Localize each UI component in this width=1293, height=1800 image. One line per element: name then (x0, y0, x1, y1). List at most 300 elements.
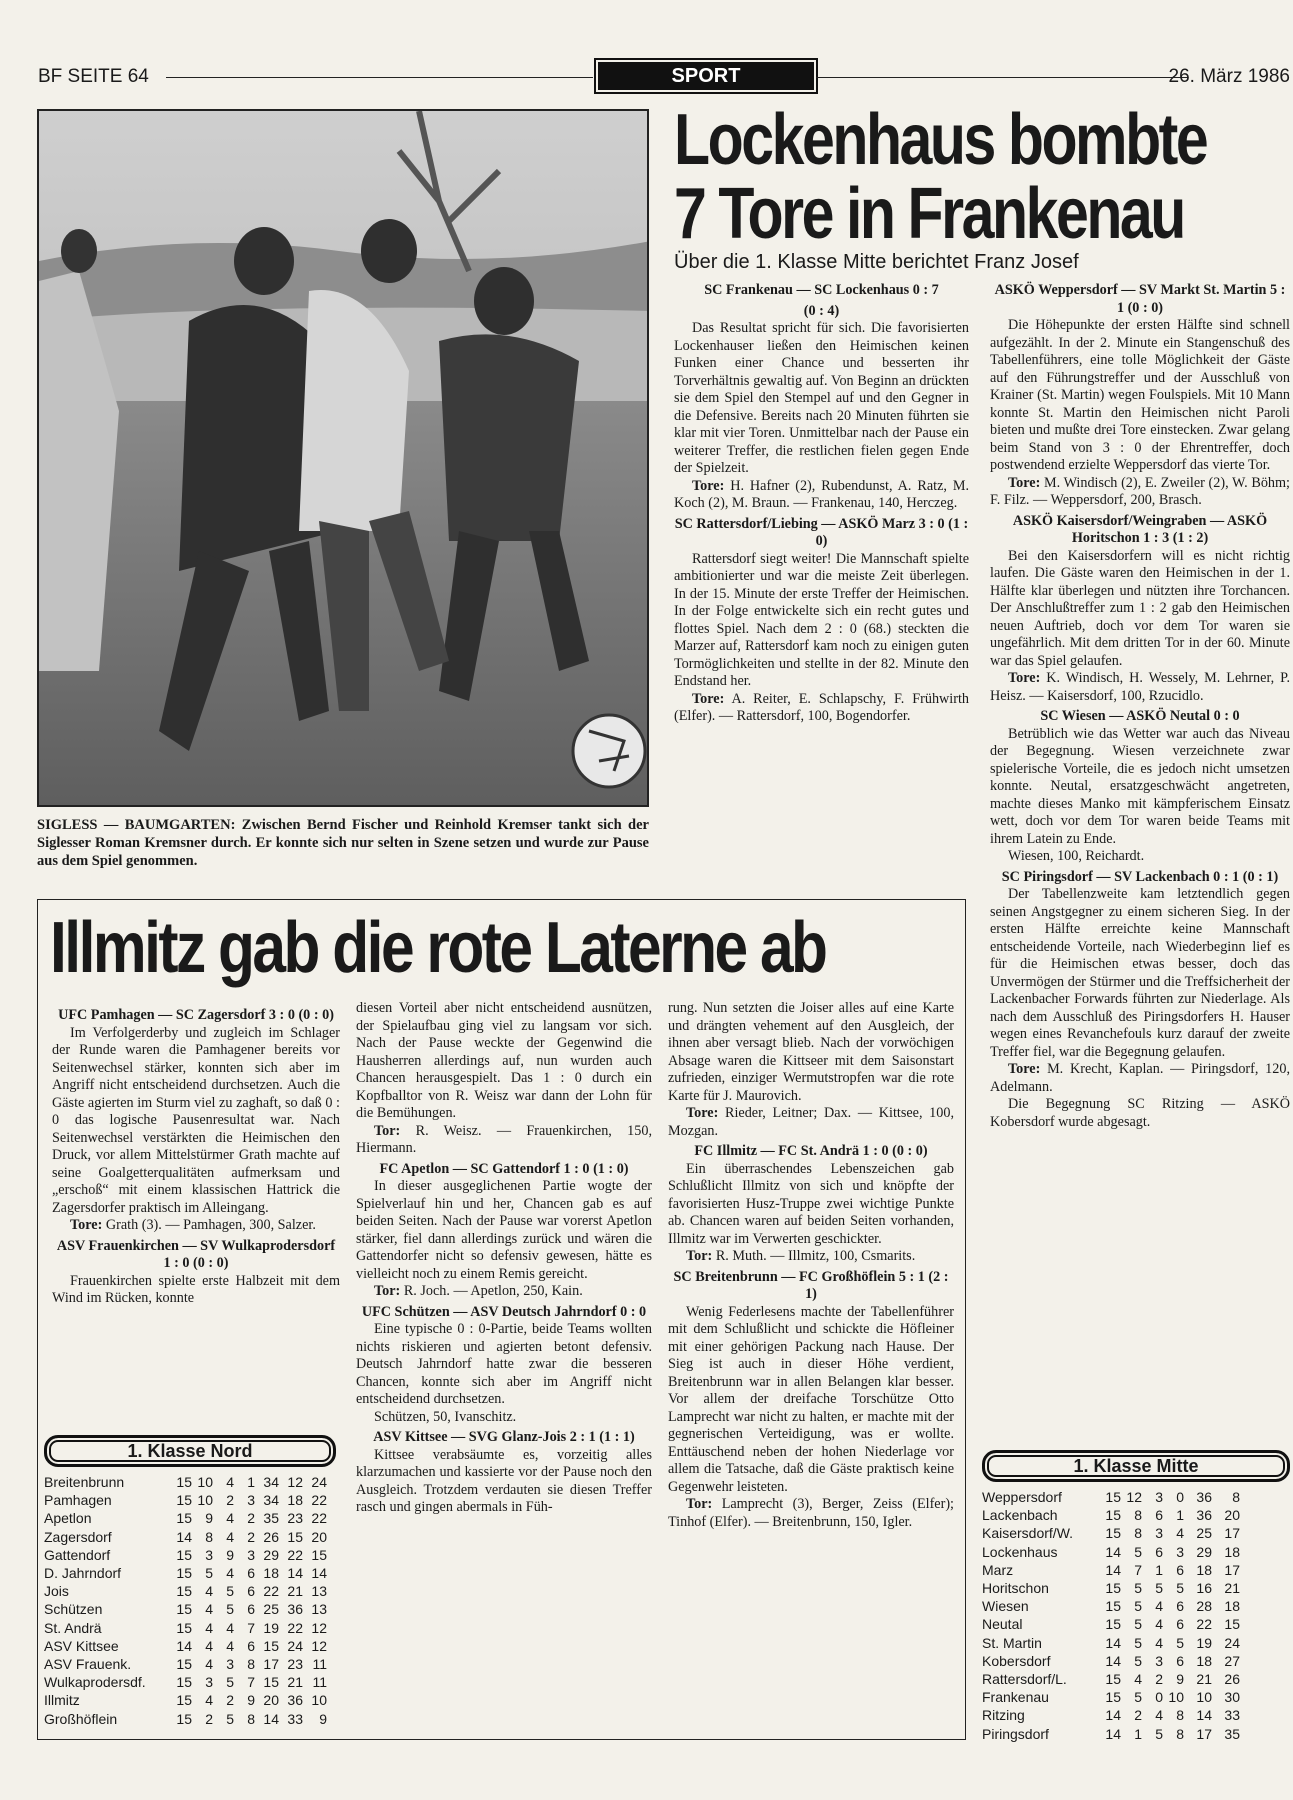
table-cell: 8 (247, 1710, 255, 1727)
table-cell: 5 (226, 1601, 234, 1618)
rule-right (816, 77, 1188, 78)
article-paragraph: Ein überraschendes Lebenszeichen gab Schlußlicht Illmitz von sich und knöpfte der favorisierten Husz-Truppe zwei wichtige Punkte ab. Chancen waren auf beiden Seiten vorhanden, Illmitz war im Verwerten geschickter. (668, 1160, 954, 1247)
scorers-text: M. Windisch (2), E. Zweiler (2), W. Böhm; F. Filz. — Weppersdorf, 200, Brasch. (990, 474, 1290, 508)
table-cell: 4 (226, 1510, 234, 1527)
scorers-label: Tor: (374, 1283, 401, 1299)
match-heading: UFC Pamhagen — SC Zagersdorf 3 : 0 (0 : 0) (58, 1007, 334, 1023)
standings-table-nord (44, 1435, 336, 1728)
team-name: Breitenbrunn (44, 1474, 125, 1490)
article1-column-1 (674, 279, 969, 726)
table-row (982, 1597, 1290, 1615)
table-cell: 6 (1176, 1652, 1184, 1669)
table-cell: 24 (311, 1474, 327, 1490)
table-cell: 19 (263, 1619, 279, 1636)
table-cell: 5 (1155, 1725, 1163, 1742)
scorers-label: Tore: (692, 690, 725, 707)
table-cell: 12 (287, 1474, 303, 1490)
table-cell: 15 (263, 1637, 279, 1654)
table-row (44, 1673, 336, 1691)
table-row (982, 1688, 1290, 1706)
table-cell: 4 (205, 1656, 213, 1673)
table-cell: 15 (1105, 1507, 1121, 1524)
table-cell: 8 (205, 1528, 213, 1545)
table-cell: 14 (263, 1710, 279, 1727)
table-cell: 22 (1196, 1616, 1212, 1633)
team-name: Illmitz (44, 1692, 80, 1709)
table-cell: 15 (176, 1492, 192, 1509)
table-cell: 15 (176, 1674, 192, 1691)
table-row (44, 1691, 336, 1709)
table-cell: 2 (247, 1510, 255, 1527)
scorers-line (52, 1217, 340, 1235)
table-cell: 15 (1105, 1489, 1121, 1505)
table-cell: 14 (176, 1528, 192, 1545)
table-cell: 17 (263, 1656, 279, 1673)
table-cell: 6 (247, 1601, 255, 1618)
team-name: Jois (44, 1583, 69, 1600)
table-row (982, 1706, 1290, 1724)
scorers-line (356, 1123, 652, 1158)
table-cell: 17 (1224, 1561, 1240, 1578)
table-cell: 18 (263, 1565, 279, 1582)
table-cell: 17 (1224, 1525, 1240, 1542)
table-cell: 0 (1155, 1689, 1163, 1706)
table-cell: 4 (1155, 1598, 1163, 1615)
table-cell: 4 (205, 1583, 213, 1600)
team-name: Lackenbach (982, 1507, 1058, 1524)
table-cell: 5 (205, 1565, 213, 1582)
table-cell: 21 (287, 1583, 303, 1600)
table-cell: 22 (311, 1510, 327, 1527)
team-name: Kaisersdorf/W. (982, 1525, 1074, 1542)
table-cell: 20 (311, 1528, 327, 1545)
table-cell: 14 (1105, 1725, 1121, 1742)
photo-caption: SIGLESS — BAUMGARTEN: Zwischen Bernd Fischer und Reinhold Kremser tankt sich der Siglesser Roman Kremsner durch. Er konnte sich nur selten in Szene setzen und wurde zur Pause aus dem Spiel genommen. (37, 817, 649, 869)
table-cell: 21 (287, 1674, 303, 1691)
table-cell: 26 (1224, 1671, 1240, 1688)
match-heading: FC Illmitz — FC St. Andrä 1 : 0 (0 : 0) (694, 1143, 928, 1159)
article1-column-2 (990, 279, 1290, 1131)
table-cell: 22 (311, 1492, 327, 1509)
article-subhead: Über die 1. Klasse Mitte berichtet Franz Josef (674, 251, 1079, 273)
table-cell: 7 (247, 1674, 255, 1691)
headline-illmitz: Illmitz gab die rote Laterne ab (50, 908, 826, 988)
table-row (982, 1615, 1290, 1633)
table-cell: 2 (226, 1692, 234, 1709)
table-cell: 5 (1176, 1580, 1184, 1597)
match-heading: SC Piringsdorf — SV Lackenbach 0 : 1 (0 : 1) (1001, 868, 1279, 885)
team-name: Lockenhaus (982, 1543, 1058, 1560)
match-heading: (0 : 4) (803, 302, 840, 319)
team-name: Weppersdorf (982, 1489, 1062, 1505)
table-row (44, 1710, 336, 1728)
scorers-text: A. Reiter, E. Schlapschy, F. Frühwirth (Elfer). — Rattersdorf, 100, Bogendorfer. (674, 690, 969, 724)
table-cell: 28 (1196, 1598, 1212, 1615)
table-cell: 4 (1134, 1671, 1142, 1688)
table-cell: 14 (1105, 1561, 1121, 1578)
table-cell: 20 (1224, 1507, 1240, 1524)
table-cell: 5 (1134, 1543, 1142, 1560)
match-heading: ASV Kittsee — SVG Glanz-Jois 2 : 1 (1 : 1) (373, 1429, 635, 1445)
table-cell: 18 (287, 1492, 303, 1509)
table-cell: 14 (1105, 1652, 1121, 1669)
table-row (44, 1546, 336, 1564)
table-cell: 22 (287, 1546, 303, 1563)
table-row (982, 1506, 1290, 1524)
article-paragraph: In dieser ausgeglichenen Partie wogte der Spielverlauf hin und her, Chancen gab es auf beiden Seiten. Nach der Pause war vorerst Apetlon stärker, fiel dann allerdings zurück und wären die Gattendorfer nicht so defensiv gewesen, hätte es vielleicht noch zu einem Remis gereicht. (356, 1178, 652, 1282)
table-cell: 18 (1224, 1598, 1240, 1615)
team-name: Gattendorf (44, 1546, 111, 1563)
table-row (44, 1528, 336, 1546)
table-cell: 36 (287, 1692, 303, 1709)
table-cell: 14 (176, 1637, 192, 1654)
table-cell: 1 (1176, 1507, 1184, 1524)
team-name: Wiesen (982, 1598, 1029, 1615)
team-name: Schützen (44, 1601, 103, 1618)
table-cell: 5 (226, 1674, 234, 1691)
team-name: Frankenau (982, 1689, 1049, 1706)
table-row (982, 1670, 1290, 1688)
table-cell: 17 (1196, 1725, 1212, 1742)
table-row (982, 1725, 1290, 1743)
table-cell: 4 (226, 1619, 234, 1636)
table-cell: 35 (263, 1510, 279, 1527)
table-cell: 33 (287, 1710, 303, 1727)
team-name: Zagersdorf (44, 1528, 112, 1545)
section-label: SPORT (598, 62, 814, 90)
table-cell: 8 (1232, 1489, 1240, 1505)
table-cell: 24 (287, 1637, 303, 1654)
table-cell: 6 (247, 1637, 255, 1654)
table-cell: 10 (1196, 1689, 1212, 1706)
table-cell: 12 (311, 1637, 327, 1654)
article-paragraph: Kittsee verabsäumte es, vorzeitig alles klarzumachen und kassierte vor der Pause noch den Ausgleich. Trotzdem verdauten sie diesen Treffer rasch und gingen abermals in Füh- (356, 1446, 652, 1515)
match-heading: SC Breitenbrunn — FC Großhöflein 5 : 1 (2 : 1) (673, 1268, 949, 1302)
team-name: ASV Frauenk. (44, 1656, 132, 1673)
table-cell: 33 (1224, 1707, 1240, 1724)
table-cell: 14 (1196, 1707, 1212, 1724)
scorers-label: Tor: (686, 1496, 713, 1512)
table-cell: 1 (247, 1474, 255, 1490)
team-name: Horitschon (982, 1580, 1049, 1597)
table-cell: 9 (1176, 1671, 1184, 1688)
article-paragraph: Im Verfolgerderby und zugleich im Schlager der Runde waren die Pamhagener bereits vor Seitenwechsel stärker, konnten sich aber im Angriff nicht entscheidend durchsetzen. Auch die Gäste agierten im Sturm viel zu zaghaft, so daß 0 : 0 das logische Pausenresultat war. Nach Seitenwechsel verstärkten die Heimischen den Druck, vor allem Mittelstürmer Grath machte auf seine Goalgetterqualitäten aufmerksam und „erschoß“ mit einem klassischen Hattrick die Zagersdorfer praktisch im Alleingang. (52, 1024, 340, 1216)
article-paragraph: Bei den Kaisersdorfern will es nicht richtig laufen. Die Gäste waren den Heimischen in der 1. Hälfte klar überlegen und nützten ihre Torchancen. Der Anschlußtreffer zum 1 : 2 gab den Heimischen neuen Auftrieb, doch vor dem Tor waren sie ungefährlich. Mit dem dritten Tor in der 60. Minute war das Spiel gelaufen. (990, 547, 1290, 669)
team-name: Pamhagen (44, 1492, 112, 1509)
table-cell: 5 (1155, 1580, 1163, 1597)
article-paragraph: Frauenkirchen spielte erste Halbzeit mit dem Wind im Rücken, konnte (52, 1272, 340, 1306)
table-cell: 2 (205, 1710, 213, 1727)
table-row (44, 1491, 336, 1509)
table-cell: 29 (1196, 1543, 1212, 1560)
scorers-label: Tore: (686, 1105, 719, 1121)
article-paragraph: Der Tabellenzweite kam letztendlich gegen seinen Angstgegner zu einem sicheren Sieg. In der ersten Hälfte erreichte keine Mannschaft entscheidende Vorteile, nach Wiederbeginn lief es für die Heimischen etwas besser, doch das Unvermögen der Stürmer und die Treffsicherheit der Lackenbacher Forwards führten zur Niederlage. Als nach dem Ausschluß des Piringsdorfers H. Hauser wegen eines Revanchefouls kurz darauf der zweite Treffer fiel, war die Begegnung gelaufen. (990, 886, 1290, 1060)
football-photo-illustration (39, 111, 649, 807)
article-paragraph: Wenig Federlesens machte der Tabellenführer mit dem Schlußlicht und schickte die Höfleiner mit einer gehörigen Packung nach Hause. Der Sieg ist auch in dieser Höhe verdient, Breitenbrunn war in allen Belangen klar besser. Vor allem der dreifache Torschütze Otto Lamprecht war nicht zu halten, er machte mit der gegnerischen Verteidigung, was er wollte. Enttäuschend neben der hohen Niederlage vor allem die Tatsache, daß die Gäste praktisch keine Gegenwehr leisteten. (668, 1303, 954, 1495)
table-cell: 2 (1155, 1671, 1163, 1688)
table-cell: 14 (287, 1565, 303, 1582)
table-cell: 30 (1224, 1689, 1240, 1706)
page-number: BF SEITE 64 (38, 66, 149, 87)
team-name: Marz (982, 1561, 1014, 1578)
table-cell: 9 (319, 1710, 327, 1727)
table-cell: 3 (205, 1546, 213, 1563)
table-cell: 4 (1176, 1525, 1184, 1542)
table-cell: 4 (205, 1637, 213, 1654)
team-name: Kobersdorf (982, 1652, 1051, 1669)
table-cell: 15 (263, 1674, 279, 1691)
table-cell: 3 (1155, 1525, 1163, 1542)
match-heading: SC Wiesen — ASKÖ Neutal 0 : 0 (1040, 708, 1240, 724)
table-cell: 10 (197, 1474, 213, 1490)
article2-column-1 (52, 1004, 340, 1308)
scorers-label: Tore: (1008, 1061, 1041, 1077)
table-cell: 6 (1155, 1507, 1163, 1524)
table-cell: 5 (1134, 1598, 1142, 1615)
table-cell: 3 (226, 1656, 234, 1673)
match-heading: FC Apetlon — SC Gattendorf 1 : 0 (1 : 0) (379, 1160, 629, 1177)
table-row (982, 1579, 1290, 1597)
table-cell: 15 (176, 1546, 192, 1563)
table-cell: 22 (287, 1619, 303, 1636)
table-cell: 36 (1196, 1489, 1212, 1505)
team-name: Ritzing (982, 1707, 1025, 1724)
table-cell: 15 (176, 1710, 192, 1727)
table-cell: 3 (205, 1674, 213, 1691)
scorers-line (990, 670, 1290, 705)
table-cell: 4 (205, 1619, 213, 1636)
table-cell: 14 (311, 1565, 327, 1582)
team-name: St. Martin (982, 1634, 1042, 1651)
article-paragraph: Rattersdorf siegt weiter! Die Mannschaft spielte ambitionierter und war die meiste Zeit überlegen. In der 15. Minute der erste Treffer der Heimischen. In der Folge entwickelte sich ein recht gutes und flottes Spiel. Nach dem 2 : 0 (68.) steckten die Marzer auf, Rattersdorf kam noch zu einigen guten Tormöglichkeiten und stellte in der 82. Minute den Endstand her. (674, 550, 969, 689)
scorers-text: Lamprecht (3), Berger, Zeiss (Elfer); Tinhof (Elfer). — Breitenbrunn, 150, Igler. (668, 1496, 954, 1530)
table-cell: 6 (1155, 1543, 1163, 1560)
table-cell: 5 (226, 1583, 234, 1600)
table-cell: 2 (1134, 1707, 1142, 1724)
scorers-text: Rieder, Leitner; Dax. — Kittsee, 100, Mozgan. (668, 1105, 954, 1139)
scorers-line (668, 1496, 954, 1531)
table-cell: 27 (1224, 1652, 1240, 1669)
table-cell: 10 (1168, 1689, 1184, 1706)
table-row (44, 1582, 336, 1600)
team-name: Neutal (982, 1616, 1023, 1633)
table-cell: 8 (1176, 1725, 1184, 1742)
table-cell: 6 (247, 1565, 255, 1582)
table-cell: 2 (226, 1492, 234, 1509)
match-heading: ASKÖ Weppersdorf — SV Markt St. Martin 5 : 1 (0 : 0) (994, 282, 1286, 316)
table-cell: 34 (263, 1492, 279, 1509)
match-heading: ASV Frauenkirchen — SV Wulkaprodersdorf 1 : 0 (0 : 0) (56, 1237, 336, 1271)
table-cell: 11 (312, 1674, 327, 1691)
table-row (982, 1634, 1290, 1652)
article-paragraph: diesen Vorteil aber nicht entscheidend ausnützen, der Spielaufbau ging viel zu langsam vor sich. Nach der Pause weckte der Gegenwind die Hausherren allerdings auf, nun wurden auch Chancen herausgespielt. Das 1 : 0 durch ein Kopfballtor von R. Weisz war dann der Lohn für die Bemühungen. (356, 1000, 652, 1121)
table-cell: 18 (1196, 1652, 1212, 1669)
table-cell: 15 (1105, 1525, 1121, 1542)
headline-line-2: 7 Tore in Frankenau (674, 174, 1184, 254)
table-cell: 22 (263, 1583, 279, 1600)
headline-lockenhaus (674, 100, 1207, 254)
table-cell: 18 (1224, 1543, 1240, 1560)
table-cell: 9 (226, 1546, 234, 1563)
article2-column-3 (668, 1000, 954, 1531)
scorers-label: Tore: (1008, 670, 1041, 686)
table-cell: 10 (311, 1692, 327, 1709)
table-cell: 3 (1176, 1543, 1184, 1560)
table-cell: 4 (205, 1692, 213, 1709)
table-cell: 20 (263, 1692, 279, 1709)
page-header (38, 66, 1290, 92)
team-name: D. Jahrndorf (44, 1565, 122, 1582)
table-cell: 9 (205, 1510, 213, 1527)
table-cell: 4 (226, 1637, 234, 1654)
scorers-text: R. Weisz. — Frauenkirchen, 150, Hiermann. (356, 1122, 652, 1156)
table-cell: 34 (263, 1474, 279, 1490)
table-cell: 15 (176, 1583, 192, 1600)
table-cell: 26 (263, 1528, 279, 1545)
table-row (44, 1637, 336, 1655)
scorers-label: Tore: (692, 477, 725, 494)
table-cell: 15 (176, 1565, 192, 1582)
table-cell: 5 (1176, 1634, 1184, 1651)
scorers-text: H. Hafner (2), Rubendunst, A. Ratz, M. Koch (2), M. Braun. — Frankenau, 140, Herczeg. (674, 477, 969, 511)
article-paragraph: Wiesen, 100, Reichardt. (1008, 848, 1145, 864)
table-cell: 25 (1196, 1525, 1212, 1542)
table-cell: 6 (1176, 1598, 1184, 1615)
team-name: St. Andrä (44, 1619, 102, 1636)
table-cell: 21 (1224, 1580, 1240, 1597)
table-cell: 36 (287, 1601, 303, 1618)
table-cell: 4 (226, 1528, 234, 1545)
scorers-line (668, 1105, 954, 1140)
table-title: 1. Klasse Mitte (982, 1450, 1290, 1482)
table-cell: 4 (226, 1474, 234, 1490)
match-heading: SC Frankenau — SC Lockenhaus 0 : 7 (704, 282, 939, 298)
table-cell: 7 (247, 1619, 255, 1636)
article-paragraph: Betrüblich wie das Wetter war auch das Niveau der Begegnung. Wiesen verzeichnete zwar spielerische Vorteile, die es jedoch nicht umsetzen konnte. Neutal, ersatzgeschwächt angetreten, machte dieses Manko mit kämpferischem Einsatz wett, doch vor dem Tor waren beide Teams mit ihrem Latein zu Ende. (990, 725, 1290, 847)
table-row (44, 1509, 336, 1527)
table-cell: 10 (197, 1492, 213, 1509)
scorers-text: R. Joch. — Apetlon, 250, Kain. (400, 1283, 583, 1299)
match-photo (37, 109, 649, 807)
table-cell: 5 (1134, 1580, 1142, 1597)
table-row (982, 1543, 1290, 1561)
table-cell: 5 (1134, 1652, 1142, 1669)
team-name: Großhöflein (44, 1710, 118, 1727)
table-cell: 8 (1134, 1525, 1142, 1542)
scorers-text: M. Krecht, Kaplan. — Piringsdorf, 120, Adelmann. (990, 1061, 1290, 1095)
headline-line-1: Lockenhaus bombte (674, 100, 1207, 180)
table-cell: 3 (1155, 1652, 1163, 1669)
table-cell: 15 (1105, 1598, 1121, 1615)
table-cell: 15 (176, 1474, 192, 1490)
table-cell: 6 (247, 1583, 255, 1600)
table-cell: 6 (1176, 1561, 1184, 1578)
table-cell: 36 (1196, 1507, 1212, 1524)
match-heading: UFC Schützen — ASV Deutsch Jahrndorf 0 : 0 (361, 1303, 647, 1320)
table-cell: 18 (1196, 1561, 1212, 1578)
table-cell: 15 (176, 1510, 192, 1527)
table-cell: 29 (263, 1546, 279, 1563)
table-row (44, 1619, 336, 1637)
table-cell: 5 (1134, 1616, 1142, 1633)
table-row (982, 1524, 1290, 1542)
table-cell: 14 (1105, 1634, 1121, 1651)
table-cell: 21 (1196, 1671, 1212, 1688)
issue-date: 26. März 1986 (1168, 66, 1290, 87)
table-title: 1. Klasse Nord (44, 1435, 336, 1467)
rule-left (166, 77, 593, 78)
table-cell: 14 (1105, 1543, 1121, 1560)
table-cell: 15 (1105, 1580, 1121, 1597)
table-cell: 15 (176, 1656, 192, 1673)
table-cell: 15 (1105, 1671, 1121, 1688)
table-cell: 15 (1105, 1689, 1121, 1706)
table-cell: 19 (1196, 1634, 1212, 1651)
table-cell: 23 (287, 1656, 303, 1673)
team-name: Apetlon (44, 1510, 92, 1527)
table-cell: 6 (1176, 1616, 1184, 1633)
match-heading: SC Rattersdorf/Liebing — ASKÖ Marz 3 : 0 (1 : 0) (674, 515, 969, 549)
scorers-label: Tor: (686, 1248, 713, 1264)
team-name: Rattersdorf/L. (982, 1671, 1067, 1688)
table-row (982, 1561, 1290, 1579)
scorers-line (990, 475, 1290, 510)
table-cell: 23 (287, 1510, 303, 1527)
standings-table-mitte (982, 1450, 1290, 1743)
article-paragraph: rung. Nun setzten die Joiser alles auf eine Karte und drängten vehement auf den Ausgleich, der ihnen aber versagt blieb. Nach der vorwöchigen Absage waren die Kittseer mit dem Saisonstart zufrieden, einziger Wermutstropfen war die rote Karte für J. Maurovich. (668, 1000, 954, 1104)
scorers-line (674, 691, 969, 726)
scorers-label: Tore: (1008, 474, 1041, 491)
table-row (982, 1488, 1290, 1506)
table-cell: 16 (1196, 1580, 1212, 1597)
table-cell: 5 (1134, 1689, 1142, 1706)
table-cell: 8 (1176, 1707, 1184, 1724)
scorers-line (674, 478, 969, 513)
table-cell: 15 (1105, 1616, 1121, 1633)
table-cell: 3 (1155, 1489, 1163, 1505)
table-cell: 3 (247, 1492, 255, 1509)
table-cell: 7 (1134, 1561, 1142, 1578)
scorers-label: Tore: (70, 1217, 103, 1233)
team-name: ASV Kittsee (44, 1637, 119, 1654)
table-row (44, 1473, 336, 1491)
article-paragraph: Die Begegnung SC Ritzing — ASKÖ Kobersdorf wurde abgesagt. (990, 1096, 1290, 1130)
table-cell: 5 (226, 1710, 234, 1727)
scorers-text: K. Windisch, H. Wessely, M. Lehrner, P. Heisz. — Kaisersdorf, 100, Rzucidlo. (990, 670, 1290, 704)
table-cell: 25 (263, 1601, 279, 1618)
table-cell: 12 (1126, 1489, 1142, 1505)
table-cell: 15 (176, 1601, 192, 1618)
table-cell: 13 (311, 1583, 327, 1600)
scorers-label: Tor: (374, 1122, 401, 1139)
table-cell: 12 (311, 1619, 327, 1636)
table-cell: 15 (1224, 1616, 1240, 1633)
table-cell: 13 (311, 1601, 327, 1618)
article-paragraph: Schützen, 50, Ivanschitz. (374, 1408, 517, 1425)
table-cell: 4 (1155, 1707, 1163, 1724)
table-cell: 1 (1134, 1725, 1142, 1742)
table-row (44, 1564, 336, 1582)
table-cell: 14 (1105, 1707, 1121, 1724)
table-cell: 15 (176, 1619, 192, 1636)
match-heading: ASKÖ Kaisersdorf/Weingraben — ASKÖ Horitschon 1 : 3 (1 : 2) (1012, 512, 1268, 546)
scorers-text: Grath (3). — Pamhagen, 300, Salzer. (102, 1217, 316, 1233)
table-cell: 1 (1155, 1561, 1163, 1578)
table-cell: 4 (205, 1601, 213, 1618)
table-cell: 4 (1155, 1616, 1163, 1633)
table-cell: 4 (1155, 1634, 1163, 1651)
table-cell: 3 (247, 1546, 255, 1563)
